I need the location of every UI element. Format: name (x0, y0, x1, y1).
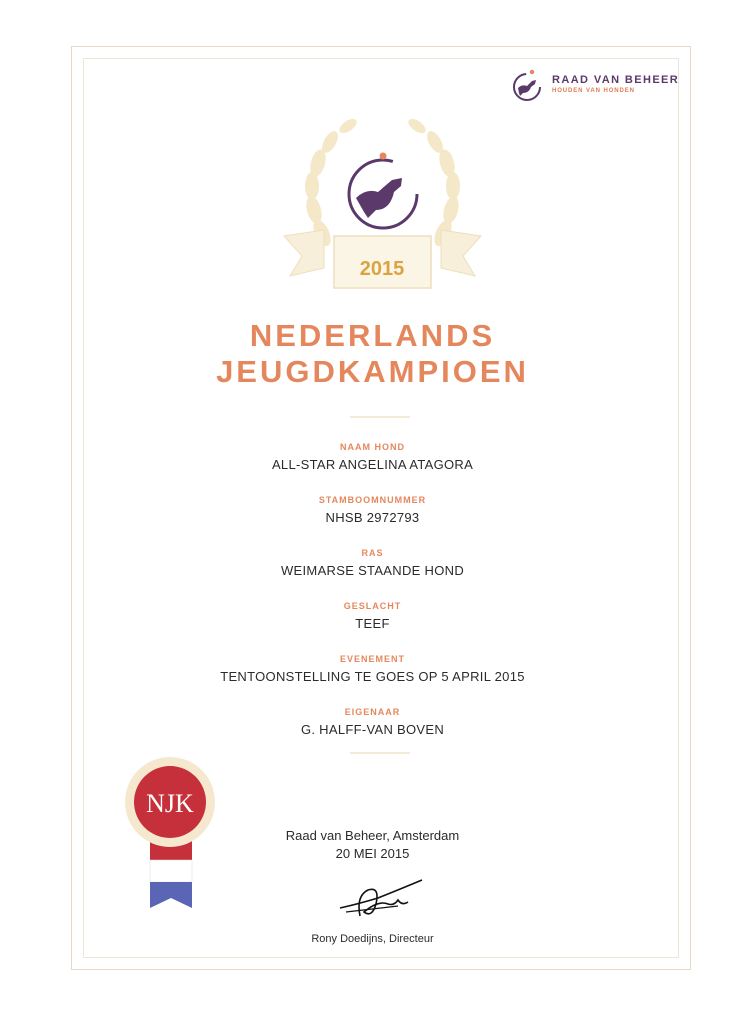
field-label-sex: GESLACHT (343, 601, 402, 611)
seal-text: NJK (146, 789, 194, 818)
seal-ribbon-blue (150, 882, 192, 908)
seal-ribbon-white (150, 860, 192, 882)
brand-logo (510, 68, 685, 104)
brand-name: RAAD VAN BEHEER (552, 74, 680, 86)
top-divider (350, 416, 410, 418)
dog-logo-icon (510, 68, 546, 104)
field-value-breed: WEIMARSE STAANDE HOND (280, 563, 465, 578)
footer-date: 20 MEI 2015 (335, 846, 410, 861)
field-value-pedigree: NHSB 2972793 (325, 510, 420, 525)
title-line-1: NEDERLANDS (249, 318, 496, 353)
signature-image (338, 876, 428, 920)
field-label-event: EVENEMENT (339, 654, 405, 664)
title-line-2: JEUGDKAMPIOEN (216, 354, 529, 389)
field-value-dog-name: ALL-STAR ANGELINA ATAGORA (271, 457, 474, 472)
field-label-breed: RAS (361, 548, 384, 558)
field-label-dog-name: NAAM HOND (340, 442, 405, 452)
footer-place: Raad van Beheer, Amsterdam (285, 828, 460, 843)
emblem-year: 2015 (359, 258, 405, 280)
bottom-divider (350, 752, 410, 754)
field-label-owner: EIGENAAR (344, 707, 401, 717)
field-value-owner: G. HALFF-VAN BOVEN (300, 722, 445, 737)
field-value-event: TENTOONSTELLING TE GOES OP 5 APRIL 2015 (220, 669, 525, 684)
field-value-sex: TEEF (355, 616, 390, 631)
brand-tagline: HOUDEN VAN HONDEN (552, 88, 635, 94)
footer-signer: Rony Doedijns, Directeur (311, 933, 434, 945)
field-label-pedigree: STAMBOOMNUMMER (318, 495, 427, 505)
